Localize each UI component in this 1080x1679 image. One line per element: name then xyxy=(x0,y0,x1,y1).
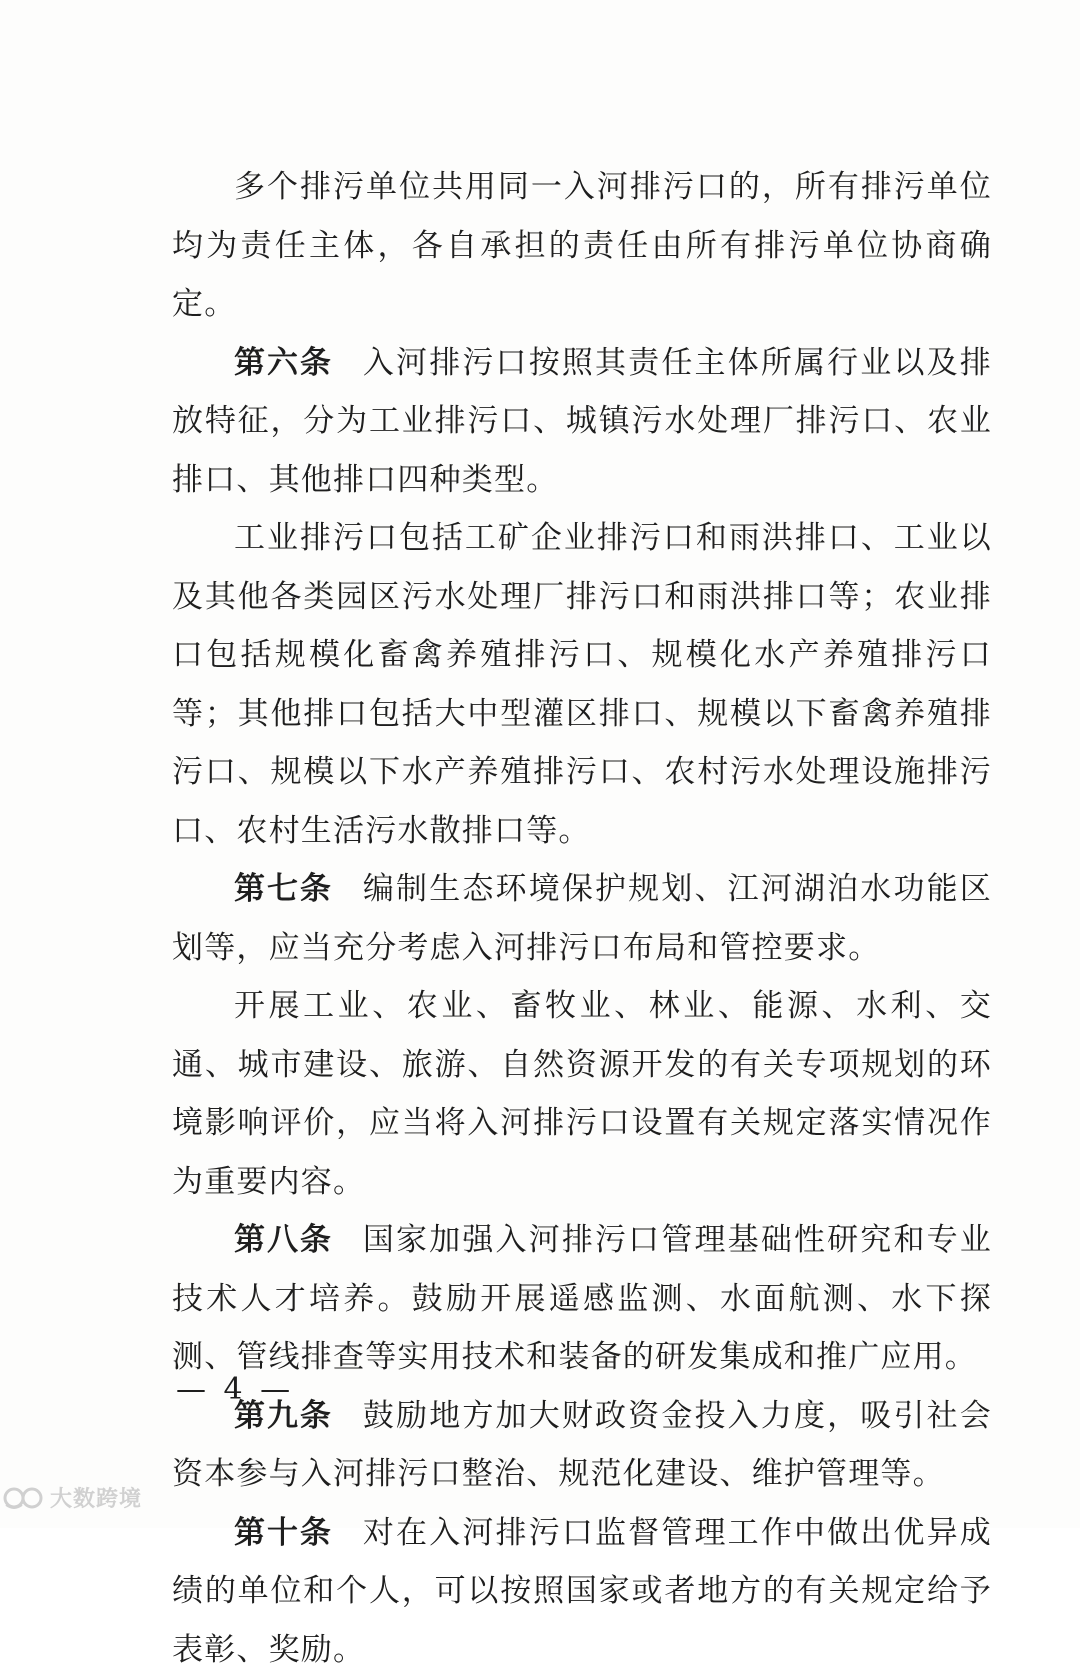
paragraph xyxy=(172,509,992,860)
article-number: 第九条 xyxy=(234,1398,333,1434)
article-paragraph xyxy=(172,334,992,510)
paragraph-text: 入河排污口按照其责任主体所属行业以及排放特征，分为工业排污口、城镇污水处理厂排污口、农业排口、其他排口四种类型。 xyxy=(172,345,992,498)
article-number: 第六条 xyxy=(234,345,333,381)
paragraph-text: 多个排污单位共用同一入河排污口的，所有排污单位均为责任主体，各自承担的责任由所有排污单位协商确定。 xyxy=(172,169,992,322)
document-body xyxy=(172,158,992,1679)
watermark-text: 大数跨境 xyxy=(50,1482,142,1513)
paragraph-text: 编制生态环境保护规划、江河湖泊水功能区划等，应当充分考虑入河排污口布局和管控要求。 xyxy=(172,871,992,966)
article-paragraph xyxy=(172,1504,992,1679)
article-paragraph xyxy=(172,1211,992,1387)
paragraph-text: 开展工业、农业、畜牧业、林业、能源、水利、交通、城市建设、旅游、自然资源开发的有关专项规划的环境影响评价，应当将入河排污口设置有关规定落实情况作为重要内容。 xyxy=(172,988,992,1200)
paragraph-text: 鼓励地方加大财政资金投入力度，吸引社会资本参与入河排污口整治、规范化建设、维护管理等。 xyxy=(172,1398,992,1493)
watermark xyxy=(2,1482,142,1513)
paragraph-text: 对在入河排污口监督管理工作中做出优异成绩的单位和个人，可以按照国家或者地方的有关规定给予表彰、奖励。 xyxy=(172,1515,992,1668)
paragraph-text: 国家加强入河排污口管理基础性研究和专业技术人才培养。鼓励开展遥感监测、水面航测、水下探测、管线排查等实用技术和装备的研发集成和推广应用。 xyxy=(172,1222,992,1375)
paragraph xyxy=(172,158,992,334)
paragraph xyxy=(172,977,992,1211)
page-number: — 4 — xyxy=(176,1372,294,1407)
brand-logo-icon xyxy=(2,1485,46,1511)
article-paragraph xyxy=(172,1387,992,1504)
article-paragraph xyxy=(172,860,992,977)
article-number: 第十条 xyxy=(234,1515,333,1551)
article-number: 第八条 xyxy=(234,1222,333,1258)
paragraph-text: 工业排污口包括工矿企业排污口和雨洪排口、工业以及其他各类园区污水处理厂排污口和雨洪排口等；农业排口包括规模化畜禽养殖排污口、规模化水产养殖排污口等；其他排口包括大中型灌区排口、规模以下畜禽养殖排污口、规模以下水产养殖排污口、农村污水处理设施排污口、农村生活污水散排口等。 xyxy=(172,520,992,849)
article-number: 第七条 xyxy=(234,871,333,907)
